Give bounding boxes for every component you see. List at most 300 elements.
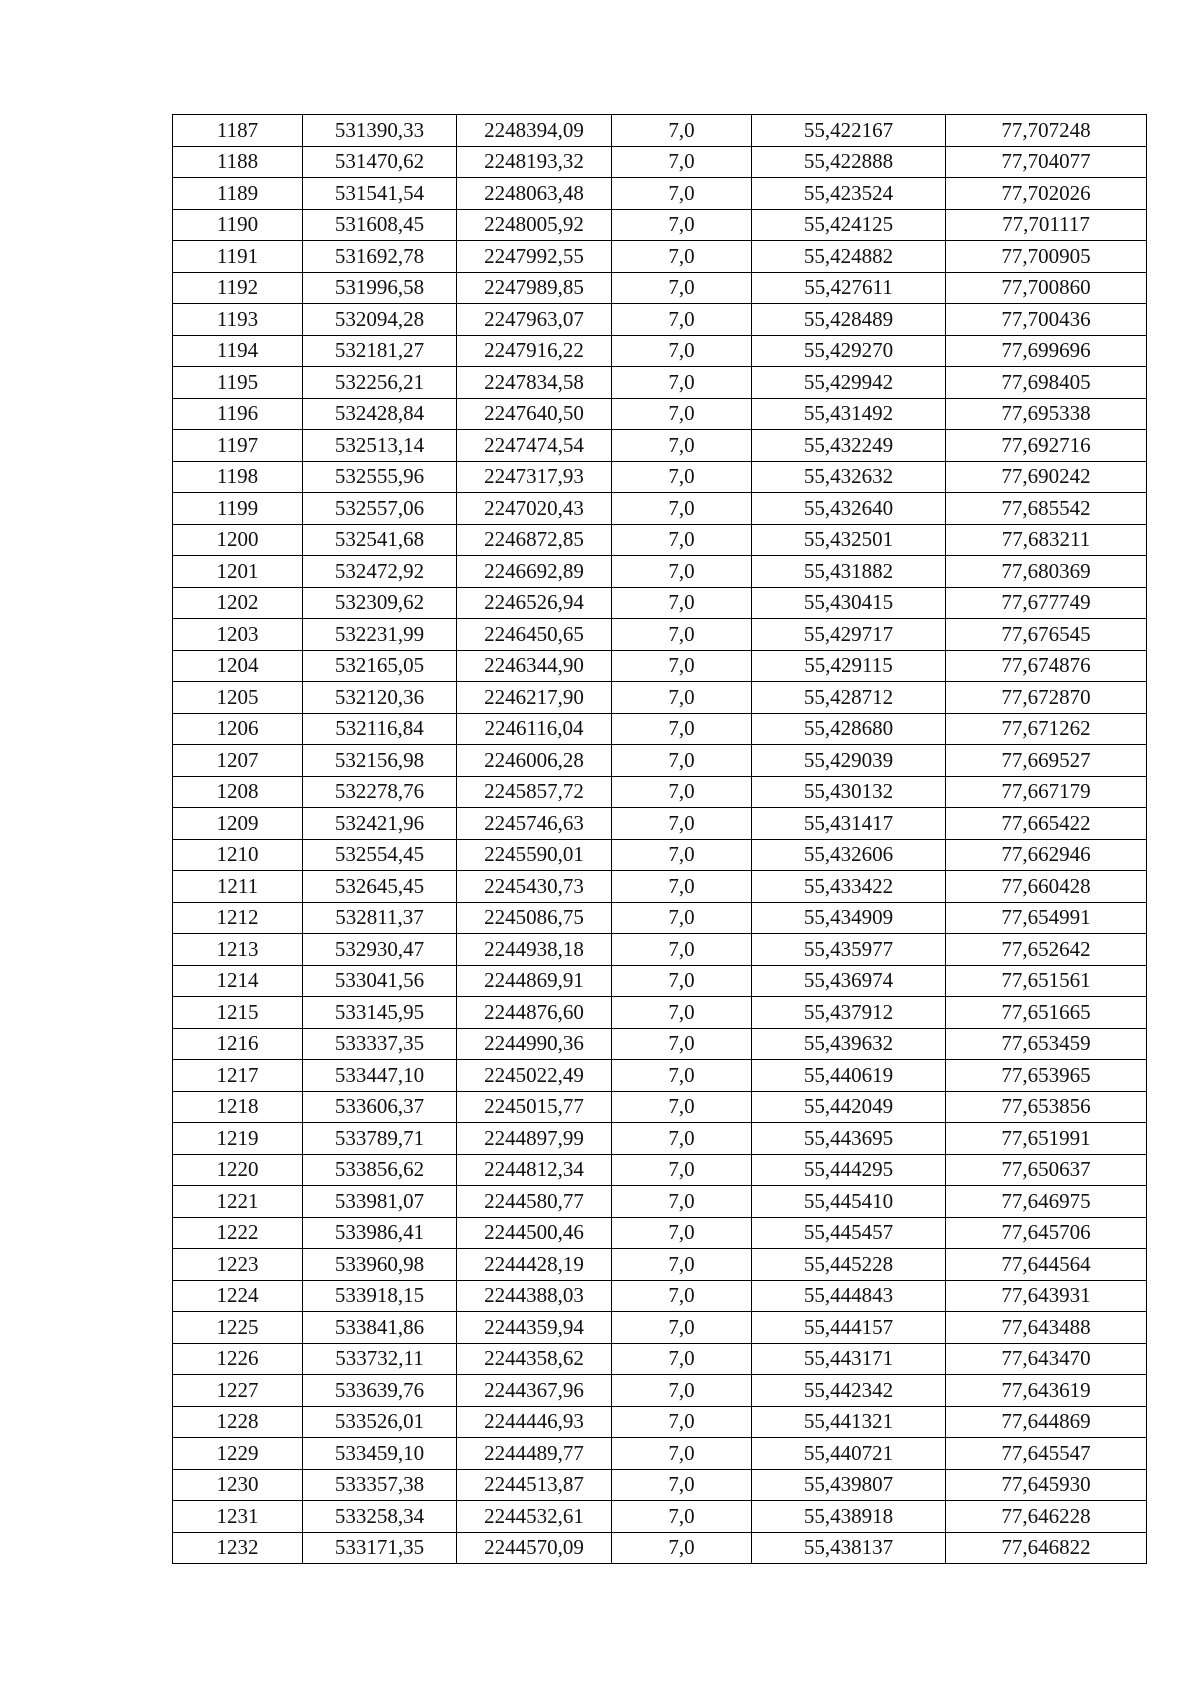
accuracy-cell: 7,0 xyxy=(612,871,752,903)
accuracy-cell: 7,0 xyxy=(612,304,752,336)
accuracy-cell: 7,0 xyxy=(612,1154,752,1186)
latitude-cell: 55,428489 xyxy=(752,304,946,336)
latitude-cell: 55,430132 xyxy=(752,776,946,808)
y-coordinate-cell: 2245746,63 xyxy=(457,808,612,840)
longitude-cell: 77,651561 xyxy=(946,965,1147,997)
point-number-cell: 1200 xyxy=(173,524,303,556)
accuracy-cell: 7,0 xyxy=(612,1312,752,1344)
latitude-cell: 55,423524 xyxy=(752,178,946,210)
x-coordinate-cell: 533732,11 xyxy=(303,1343,457,1375)
accuracy-cell: 7,0 xyxy=(612,934,752,966)
point-number-cell: 1217 xyxy=(173,1060,303,1092)
point-number-cell: 1212 xyxy=(173,902,303,934)
accuracy-cell: 7,0 xyxy=(612,1532,752,1564)
x-coordinate-cell: 533789,71 xyxy=(303,1123,457,1155)
point-number-cell: 1203 xyxy=(173,619,303,651)
longitude-cell: 77,643619 xyxy=(946,1375,1147,1407)
table-row xyxy=(173,1312,1147,1344)
x-coordinate-cell: 532930,47 xyxy=(303,934,457,966)
accuracy-cell: 7,0 xyxy=(612,1375,752,1407)
latitude-cell: 55,432249 xyxy=(752,430,946,462)
longitude-cell: 77,643931 xyxy=(946,1280,1147,1312)
latitude-cell: 55,427611 xyxy=(752,272,946,304)
accuracy-cell: 7,0 xyxy=(612,1438,752,1470)
table-row xyxy=(173,1469,1147,1501)
x-coordinate-cell: 532231,99 xyxy=(303,619,457,651)
table-row xyxy=(173,524,1147,556)
point-number-cell: 1194 xyxy=(173,335,303,367)
x-coordinate-cell: 533447,10 xyxy=(303,1060,457,1092)
point-number-cell: 1211 xyxy=(173,871,303,903)
accuracy-cell: 7,0 xyxy=(612,493,752,525)
point-number-cell: 1232 xyxy=(173,1532,303,1564)
accuracy-cell: 7,0 xyxy=(612,1501,752,1533)
y-coordinate-cell: 2245015,77 xyxy=(457,1091,612,1123)
y-coordinate-cell: 2244367,96 xyxy=(457,1375,612,1407)
longitude-cell: 77,680369 xyxy=(946,556,1147,588)
longitude-cell: 77,651665 xyxy=(946,997,1147,1029)
table-row xyxy=(173,776,1147,808)
longitude-cell: 77,676545 xyxy=(946,619,1147,651)
table-row xyxy=(173,650,1147,682)
y-coordinate-cell: 2247992,55 xyxy=(457,241,612,273)
latitude-cell: 55,435977 xyxy=(752,934,946,966)
x-coordinate-cell: 533337,35 xyxy=(303,1028,457,1060)
accuracy-cell: 7,0 xyxy=(612,241,752,273)
longitude-cell: 77,671262 xyxy=(946,713,1147,745)
accuracy-cell: 7,0 xyxy=(612,146,752,178)
longitude-cell: 77,645547 xyxy=(946,1438,1147,1470)
x-coordinate-cell: 532278,76 xyxy=(303,776,457,808)
latitude-cell: 55,445457 xyxy=(752,1217,946,1249)
table-row xyxy=(173,808,1147,840)
accuracy-cell: 7,0 xyxy=(612,1343,752,1375)
point-number-cell: 1229 xyxy=(173,1438,303,1470)
accuracy-cell: 7,0 xyxy=(612,178,752,210)
longitude-cell: 77,707248 xyxy=(946,115,1147,147)
longitude-cell: 77,702026 xyxy=(946,178,1147,210)
table-row xyxy=(173,304,1147,336)
point-number-cell: 1221 xyxy=(173,1186,303,1218)
longitude-cell: 77,653856 xyxy=(946,1091,1147,1123)
y-coordinate-cell: 2244938,18 xyxy=(457,934,612,966)
y-coordinate-cell: 2247317,93 xyxy=(457,461,612,493)
y-coordinate-cell: 2244388,03 xyxy=(457,1280,612,1312)
accuracy-cell: 7,0 xyxy=(612,1028,752,1060)
accuracy-cell: 7,0 xyxy=(612,682,752,714)
table-row xyxy=(173,1280,1147,1312)
y-coordinate-cell: 2246872,85 xyxy=(457,524,612,556)
latitude-cell: 55,428712 xyxy=(752,682,946,714)
latitude-cell: 55,441321 xyxy=(752,1406,946,1438)
longitude-cell: 77,690242 xyxy=(946,461,1147,493)
x-coordinate-cell: 532309,62 xyxy=(303,587,457,619)
y-coordinate-cell: 2244580,77 xyxy=(457,1186,612,1218)
y-coordinate-cell: 2244897,99 xyxy=(457,1123,612,1155)
longitude-cell: 77,700905 xyxy=(946,241,1147,273)
longitude-cell: 77,667179 xyxy=(946,776,1147,808)
point-number-cell: 1201 xyxy=(173,556,303,588)
latitude-cell: 55,432640 xyxy=(752,493,946,525)
longitude-cell: 77,672870 xyxy=(946,682,1147,714)
point-number-cell: 1224 xyxy=(173,1280,303,1312)
point-number-cell: 1213 xyxy=(173,934,303,966)
x-coordinate-cell: 532156,98 xyxy=(303,745,457,777)
y-coordinate-cell: 2246344,90 xyxy=(457,650,612,682)
x-coordinate-cell: 533258,34 xyxy=(303,1501,457,1533)
table-row xyxy=(173,587,1147,619)
y-coordinate-cell: 2246006,28 xyxy=(457,745,612,777)
table-row xyxy=(173,1438,1147,1470)
point-number-cell: 1202 xyxy=(173,587,303,619)
latitude-cell: 55,444843 xyxy=(752,1280,946,1312)
latitude-cell: 55,424125 xyxy=(752,209,946,241)
y-coordinate-cell: 2244500,46 xyxy=(457,1217,612,1249)
longitude-cell: 77,654991 xyxy=(946,902,1147,934)
y-coordinate-cell: 2245857,72 xyxy=(457,776,612,808)
y-coordinate-cell: 2246692,89 xyxy=(457,556,612,588)
table-row xyxy=(173,1217,1147,1249)
accuracy-cell: 7,0 xyxy=(612,1406,752,1438)
longitude-cell: 77,674876 xyxy=(946,650,1147,682)
latitude-cell: 55,431492 xyxy=(752,398,946,430)
latitude-cell: 55,445228 xyxy=(752,1249,946,1281)
longitude-cell: 77,695338 xyxy=(946,398,1147,430)
table-row xyxy=(173,335,1147,367)
point-number-cell: 1196 xyxy=(173,398,303,430)
point-number-cell: 1230 xyxy=(173,1469,303,1501)
latitude-cell: 55,442049 xyxy=(752,1091,946,1123)
accuracy-cell: 7,0 xyxy=(612,997,752,1029)
y-coordinate-cell: 2248005,92 xyxy=(457,209,612,241)
accuracy-cell: 7,0 xyxy=(612,398,752,430)
accuracy-cell: 7,0 xyxy=(612,430,752,462)
table-row xyxy=(173,1091,1147,1123)
table-row xyxy=(173,1343,1147,1375)
latitude-cell: 55,430415 xyxy=(752,587,946,619)
accuracy-cell: 7,0 xyxy=(612,650,752,682)
x-coordinate-cell: 533606,37 xyxy=(303,1091,457,1123)
table-row xyxy=(173,367,1147,399)
longitude-cell: 77,651991 xyxy=(946,1123,1147,1155)
longitude-cell: 77,699696 xyxy=(946,335,1147,367)
x-coordinate-cell: 532513,14 xyxy=(303,430,457,462)
x-coordinate-cell: 532554,45 xyxy=(303,839,457,871)
coordinates-table-body xyxy=(173,115,1147,1564)
latitude-cell: 55,422888 xyxy=(752,146,946,178)
table-row xyxy=(173,1501,1147,1533)
table-row xyxy=(173,178,1147,210)
longitude-cell: 77,660428 xyxy=(946,871,1147,903)
accuracy-cell: 7,0 xyxy=(612,272,752,304)
x-coordinate-cell: 531996,58 xyxy=(303,272,457,304)
y-coordinate-cell: 2247989,85 xyxy=(457,272,612,304)
longitude-cell: 77,704077 xyxy=(946,146,1147,178)
table-row xyxy=(173,902,1147,934)
latitude-cell: 55,428680 xyxy=(752,713,946,745)
point-number-cell: 1198 xyxy=(173,461,303,493)
accuracy-cell: 7,0 xyxy=(612,1217,752,1249)
x-coordinate-cell: 531692,78 xyxy=(303,241,457,273)
table-row xyxy=(173,839,1147,871)
x-coordinate-cell: 533171,35 xyxy=(303,1532,457,1564)
coordinates-table xyxy=(172,114,1147,1564)
longitude-cell: 77,650637 xyxy=(946,1154,1147,1186)
accuracy-cell: 7,0 xyxy=(612,965,752,997)
table-row xyxy=(173,934,1147,966)
accuracy-cell: 7,0 xyxy=(612,713,752,745)
y-coordinate-cell: 2248063,48 xyxy=(457,178,612,210)
table-row xyxy=(173,1186,1147,1218)
latitude-cell: 55,440619 xyxy=(752,1060,946,1092)
y-coordinate-cell: 2244513,87 xyxy=(457,1469,612,1501)
point-number-cell: 1225 xyxy=(173,1312,303,1344)
latitude-cell: 55,424882 xyxy=(752,241,946,273)
y-coordinate-cell: 2244359,94 xyxy=(457,1312,612,1344)
point-number-cell: 1231 xyxy=(173,1501,303,1533)
y-coordinate-cell: 2247474,54 xyxy=(457,430,612,462)
y-coordinate-cell: 2247963,07 xyxy=(457,304,612,336)
y-coordinate-cell: 2247834,58 xyxy=(457,367,612,399)
longitude-cell: 77,677749 xyxy=(946,587,1147,619)
point-number-cell: 1228 xyxy=(173,1406,303,1438)
x-coordinate-cell: 532541,68 xyxy=(303,524,457,556)
y-coordinate-cell: 2244990,36 xyxy=(457,1028,612,1060)
table-row xyxy=(173,1532,1147,1564)
latitude-cell: 55,429717 xyxy=(752,619,946,651)
x-coordinate-cell: 533981,07 xyxy=(303,1186,457,1218)
table-row xyxy=(173,1028,1147,1060)
x-coordinate-cell: 532120,36 xyxy=(303,682,457,714)
y-coordinate-cell: 2245430,73 xyxy=(457,871,612,903)
y-coordinate-cell: 2244876,60 xyxy=(457,997,612,1029)
latitude-cell: 55,442342 xyxy=(752,1375,946,1407)
point-number-cell: 1191 xyxy=(173,241,303,273)
x-coordinate-cell: 532094,28 xyxy=(303,304,457,336)
y-coordinate-cell: 2247020,43 xyxy=(457,493,612,525)
x-coordinate-cell: 532811,37 xyxy=(303,902,457,934)
y-coordinate-cell: 2244489,77 xyxy=(457,1438,612,1470)
longitude-cell: 77,665422 xyxy=(946,808,1147,840)
y-coordinate-cell: 2246450,65 xyxy=(457,619,612,651)
longitude-cell: 77,646228 xyxy=(946,1501,1147,1533)
x-coordinate-cell: 533639,76 xyxy=(303,1375,457,1407)
x-coordinate-cell: 532428,84 xyxy=(303,398,457,430)
table-row xyxy=(173,619,1147,651)
longitude-cell: 77,644869 xyxy=(946,1406,1147,1438)
latitude-cell: 55,443695 xyxy=(752,1123,946,1155)
y-coordinate-cell: 2244869,91 xyxy=(457,965,612,997)
accuracy-cell: 7,0 xyxy=(612,1280,752,1312)
longitude-cell: 77,653459 xyxy=(946,1028,1147,1060)
longitude-cell: 77,653965 xyxy=(946,1060,1147,1092)
table-row xyxy=(173,272,1147,304)
point-number-cell: 1210 xyxy=(173,839,303,871)
point-number-cell: 1209 xyxy=(173,808,303,840)
point-number-cell: 1189 xyxy=(173,178,303,210)
y-coordinate-cell: 2245590,01 xyxy=(457,839,612,871)
x-coordinate-cell: 532555,96 xyxy=(303,461,457,493)
x-coordinate-cell: 533526,01 xyxy=(303,1406,457,1438)
table-row xyxy=(173,997,1147,1029)
latitude-cell: 55,439807 xyxy=(752,1469,946,1501)
longitude-cell: 77,692716 xyxy=(946,430,1147,462)
accuracy-cell: 7,0 xyxy=(612,209,752,241)
latitude-cell: 55,422167 xyxy=(752,115,946,147)
latitude-cell: 55,443171 xyxy=(752,1343,946,1375)
point-number-cell: 1197 xyxy=(173,430,303,462)
accuracy-cell: 7,0 xyxy=(612,1249,752,1281)
longitude-cell: 77,645930 xyxy=(946,1469,1147,1501)
accuracy-cell: 7,0 xyxy=(612,587,752,619)
accuracy-cell: 7,0 xyxy=(612,902,752,934)
x-coordinate-cell: 533041,56 xyxy=(303,965,457,997)
x-coordinate-cell: 532116,84 xyxy=(303,713,457,745)
x-coordinate-cell: 531470,62 xyxy=(303,146,457,178)
x-coordinate-cell: 533459,10 xyxy=(303,1438,457,1470)
point-number-cell: 1187 xyxy=(173,115,303,147)
point-number-cell: 1205 xyxy=(173,682,303,714)
x-coordinate-cell: 531541,54 xyxy=(303,178,457,210)
point-number-cell: 1206 xyxy=(173,713,303,745)
point-number-cell: 1218 xyxy=(173,1091,303,1123)
y-coordinate-cell: 2244358,62 xyxy=(457,1343,612,1375)
accuracy-cell: 7,0 xyxy=(612,461,752,493)
latitude-cell: 55,438918 xyxy=(752,1501,946,1533)
longitude-cell: 77,683211 xyxy=(946,524,1147,556)
longitude-cell: 77,669527 xyxy=(946,745,1147,777)
table-row xyxy=(173,398,1147,430)
table-row xyxy=(173,682,1147,714)
y-coordinate-cell: 2248193,32 xyxy=(457,146,612,178)
accuracy-cell: 7,0 xyxy=(612,1091,752,1123)
point-number-cell: 1199 xyxy=(173,493,303,525)
table-row xyxy=(173,493,1147,525)
latitude-cell: 55,438137 xyxy=(752,1532,946,1564)
x-coordinate-cell: 532181,27 xyxy=(303,335,457,367)
accuracy-cell: 7,0 xyxy=(612,839,752,871)
table-row xyxy=(173,713,1147,745)
y-coordinate-cell: 2244570,09 xyxy=(457,1532,612,1564)
x-coordinate-cell: 533357,38 xyxy=(303,1469,457,1501)
latitude-cell: 55,432501 xyxy=(752,524,946,556)
y-coordinate-cell: 2247640,50 xyxy=(457,398,612,430)
accuracy-cell: 7,0 xyxy=(612,1060,752,1092)
longitude-cell: 77,662946 xyxy=(946,839,1147,871)
x-coordinate-cell: 533145,95 xyxy=(303,997,457,1029)
table-row xyxy=(173,209,1147,241)
accuracy-cell: 7,0 xyxy=(612,1186,752,1218)
table-row xyxy=(173,1060,1147,1092)
latitude-cell: 55,429039 xyxy=(752,745,946,777)
table-row xyxy=(173,461,1147,493)
table-row xyxy=(173,241,1147,273)
latitude-cell: 55,432632 xyxy=(752,461,946,493)
point-number-cell: 1219 xyxy=(173,1123,303,1155)
latitude-cell: 55,436974 xyxy=(752,965,946,997)
x-coordinate-cell: 531608,45 xyxy=(303,209,457,241)
point-number-cell: 1214 xyxy=(173,965,303,997)
point-number-cell: 1220 xyxy=(173,1154,303,1186)
y-coordinate-cell: 2244532,61 xyxy=(457,1501,612,1533)
accuracy-cell: 7,0 xyxy=(612,808,752,840)
accuracy-cell: 7,0 xyxy=(612,524,752,556)
latitude-cell: 55,429270 xyxy=(752,335,946,367)
y-coordinate-cell: 2248394,09 xyxy=(457,115,612,147)
point-number-cell: 1195 xyxy=(173,367,303,399)
longitude-cell: 77,645706 xyxy=(946,1217,1147,1249)
table-row xyxy=(173,556,1147,588)
accuracy-cell: 7,0 xyxy=(612,1469,752,1501)
table-row xyxy=(173,430,1147,462)
longitude-cell: 77,685542 xyxy=(946,493,1147,525)
y-coordinate-cell: 2245022,49 xyxy=(457,1060,612,1092)
latitude-cell: 55,431417 xyxy=(752,808,946,840)
y-coordinate-cell: 2246116,04 xyxy=(457,713,612,745)
latitude-cell: 55,437912 xyxy=(752,997,946,1029)
point-number-cell: 1227 xyxy=(173,1375,303,1407)
latitude-cell: 55,431882 xyxy=(752,556,946,588)
accuracy-cell: 7,0 xyxy=(612,367,752,399)
point-number-cell: 1204 xyxy=(173,650,303,682)
accuracy-cell: 7,0 xyxy=(612,115,752,147)
x-coordinate-cell: 533841,86 xyxy=(303,1312,457,1344)
longitude-cell: 77,646975 xyxy=(946,1186,1147,1218)
latitude-cell: 55,440721 xyxy=(752,1438,946,1470)
x-coordinate-cell: 531390,33 xyxy=(303,115,457,147)
x-coordinate-cell: 533986,41 xyxy=(303,1217,457,1249)
point-number-cell: 1223 xyxy=(173,1249,303,1281)
accuracy-cell: 7,0 xyxy=(612,776,752,808)
table-row xyxy=(173,871,1147,903)
latitude-cell: 55,434909 xyxy=(752,902,946,934)
table-row xyxy=(173,745,1147,777)
point-number-cell: 1188 xyxy=(173,146,303,178)
table-row xyxy=(173,965,1147,997)
longitude-cell: 77,698405 xyxy=(946,367,1147,399)
longitude-cell: 77,701117 xyxy=(946,209,1147,241)
x-coordinate-cell: 532256,21 xyxy=(303,367,457,399)
point-number-cell: 1208 xyxy=(173,776,303,808)
y-coordinate-cell: 2246526,94 xyxy=(457,587,612,619)
longitude-cell: 77,700436 xyxy=(946,304,1147,336)
accuracy-cell: 7,0 xyxy=(612,619,752,651)
table-row xyxy=(173,1123,1147,1155)
latitude-cell: 55,429942 xyxy=(752,367,946,399)
latitude-cell: 55,445410 xyxy=(752,1186,946,1218)
accuracy-cell: 7,0 xyxy=(612,745,752,777)
x-coordinate-cell: 532165,05 xyxy=(303,650,457,682)
point-number-cell: 1216 xyxy=(173,1028,303,1060)
longitude-cell: 77,644564 xyxy=(946,1249,1147,1281)
x-coordinate-cell: 533856,62 xyxy=(303,1154,457,1186)
latitude-cell: 55,429115 xyxy=(752,650,946,682)
point-number-cell: 1207 xyxy=(173,745,303,777)
latitude-cell: 55,432606 xyxy=(752,839,946,871)
longitude-cell: 77,652642 xyxy=(946,934,1147,966)
table-row xyxy=(173,146,1147,178)
x-coordinate-cell: 533918,15 xyxy=(303,1280,457,1312)
x-coordinate-cell: 532557,06 xyxy=(303,493,457,525)
table-row xyxy=(173,1154,1147,1186)
accuracy-cell: 7,0 xyxy=(612,335,752,367)
point-number-cell: 1226 xyxy=(173,1343,303,1375)
longitude-cell: 77,700860 xyxy=(946,272,1147,304)
y-coordinate-cell: 2245086,75 xyxy=(457,902,612,934)
y-coordinate-cell: 2246217,90 xyxy=(457,682,612,714)
table-row xyxy=(173,1406,1147,1438)
latitude-cell: 55,444295 xyxy=(752,1154,946,1186)
